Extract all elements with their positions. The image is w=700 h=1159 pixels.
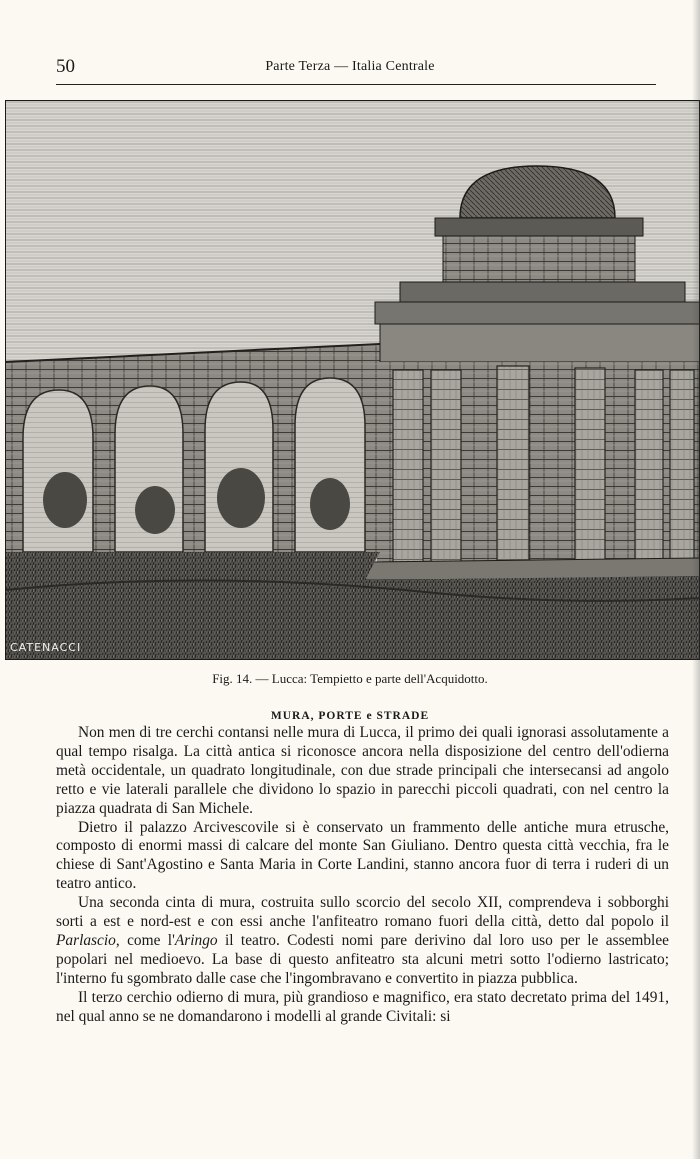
paragraph-4: Il terzo cerchio odierno di mura, più grandioso e magnifico, era stato decretato prima del 1491, nel qual anno se ne domandarono i modelli al grande Civitali: si (56, 988, 669, 1025)
page-number: 50 (56, 56, 75, 77)
paragraph-3-text-b: , come l' (115, 931, 175, 949)
aqueduct (5, 344, 380, 552)
engraver-signature: CATENACCI (10, 641, 82, 654)
paragraph-2: Dietro il palazzo Arcivescovile si è conservato un frammento delle antiche mura etrusche, composto di enormi massi di calcare del monte San Giuliano. Dentro questa città vecchia, fra le chiese di Sant'Agostino e Santa Maria in Corte Landini, stanno ancora fuor di terra i ruderi di un teatro antico. (56, 818, 669, 893)
section-title: MURA, PORTE e STRADE (270, 710, 430, 722)
running-title: Parte Terza — Italia Centrale (265, 59, 435, 74)
aringo-term: Aringo (174, 931, 218, 949)
paragraph-1: Non men di tre cerchi contansi nelle mura di Lucca, il primo dei quali ignorasi assolutamente a qual tempo risalga. La città antica si riconosce ancora nella disposizione del centro dell'odierna metà occidentale, un quadrato longitudinale, con due strade principali che intersecansi ad angolo retto e vie laterali parallele che dividono lo spazio in parecchi piccoli quadrati, con nel centro la piazza quadrata di San Michele. (56, 724, 669, 817)
engraving-illustration (5, 100, 700, 660)
paragraph-3-text-a: Una seconda cinta di mura, costruita sullo scorcio del secolo XII, comprendeva i sobborghi sorti a est e nord-est e con essi anche l'anfiteatro romano fuori della città, detto dal popolo il (56, 894, 669, 931)
figure-caption: Fig. 14. — Lucca: Tempietto e parte dell'Acquidotto. (212, 671, 488, 686)
header-rule (56, 84, 656, 85)
paragraph-3-text-c: il teatro. Codesti nomi pare derivino dal loro uso per le assemblee popolari nel medioevo. La base di questo anfiteatro sta alcuni metri sotto l'odierno lastricato; l'interno fu sgombrato dalle case che l'ingombravano e convertito in piazza pubblica. (56, 931, 669, 987)
paragraph-3 (56, 894, 669, 989)
parlascio-term: Parlascio (56, 931, 116, 949)
page-edge-shadow (692, 0, 700, 1159)
body-text (56, 724, 669, 1027)
engraving-figure (5, 100, 700, 660)
